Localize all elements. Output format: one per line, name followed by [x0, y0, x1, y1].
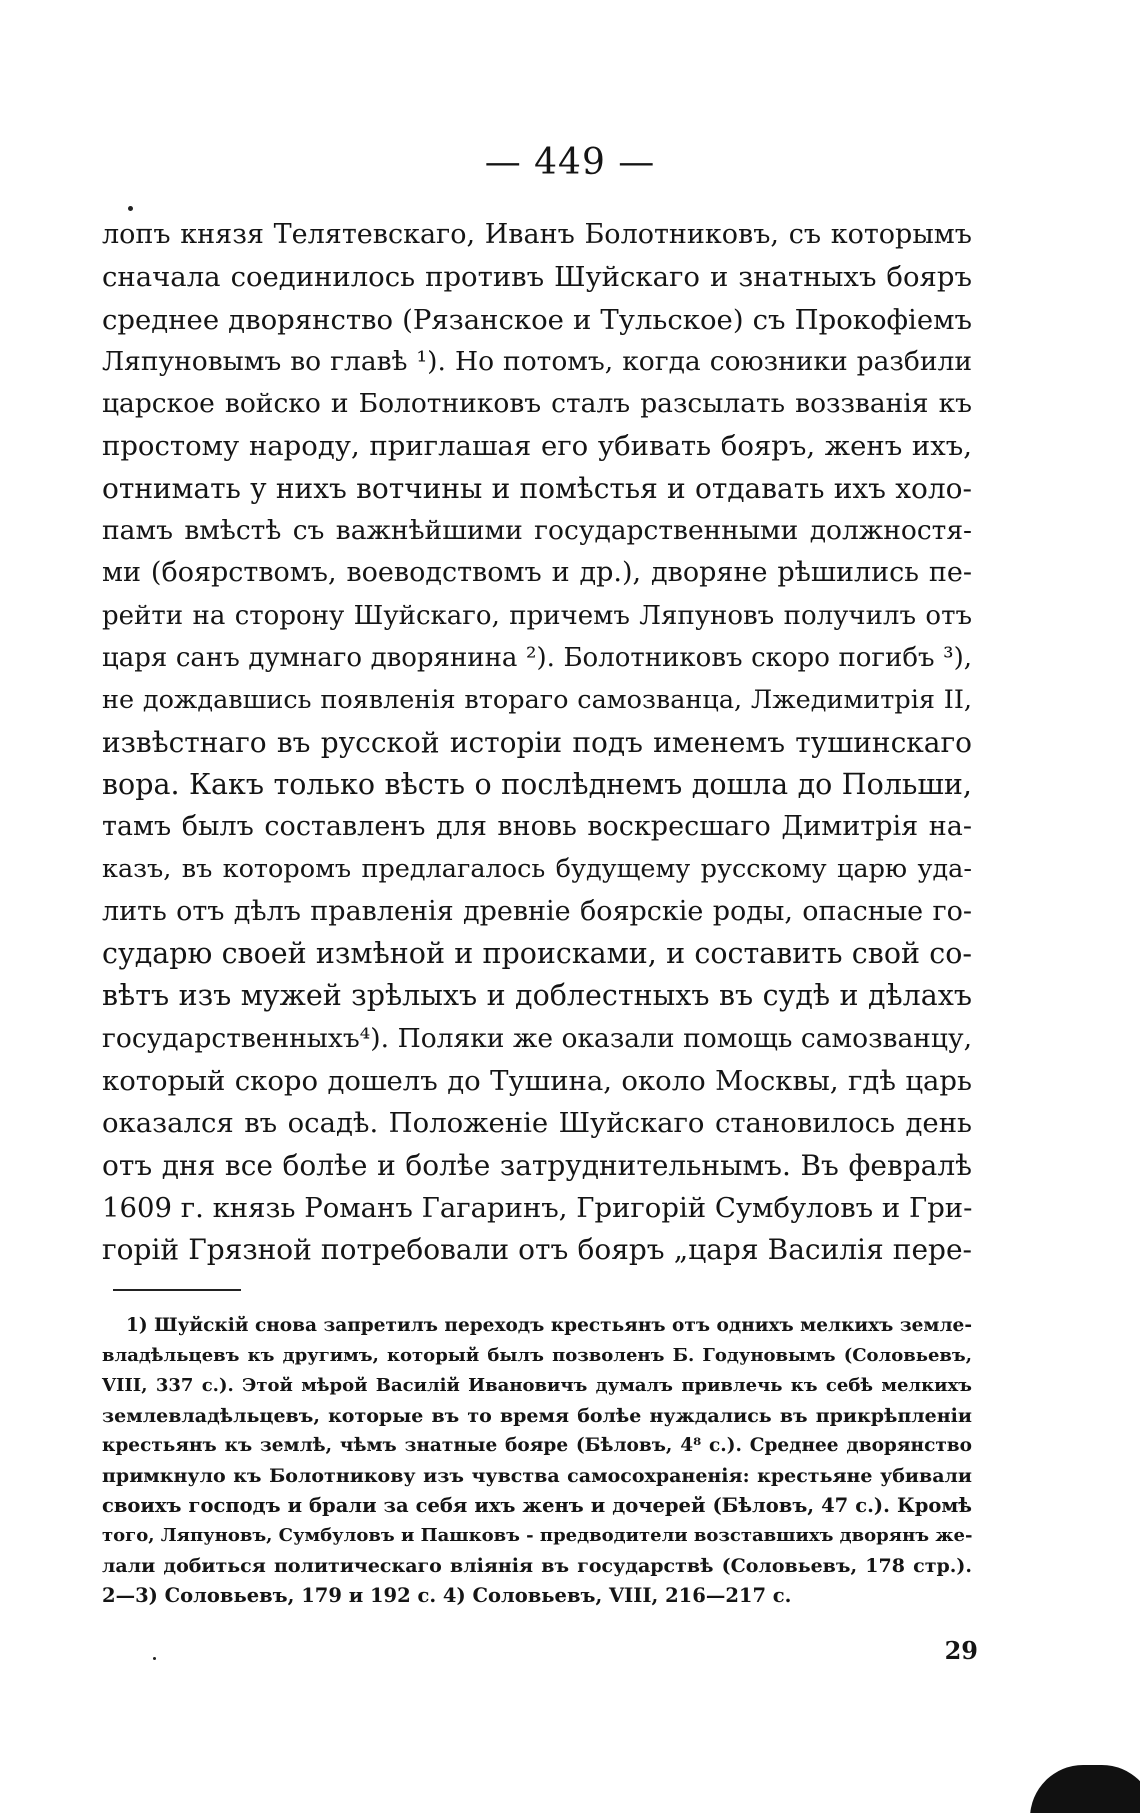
text-line: ми (боярствомъ, воеводствомъ и др.), дворяне рѣшились пе-	[102, 557, 972, 589]
text-line: не дождавшись появленія втораго самозванца, Лжедимитрія II,	[102, 685, 972, 716]
footnote-line: 2—3) Соловьевъ, 179 и 192 с. 4) Соловьевъ, VIII, 216—217 с.	[102, 1584, 792, 1607]
text-line: извѣстнаго въ русской исторіи подъ именемъ тушинскаго	[102, 725, 972, 759]
text-line: рейти на сторону Шуйскаго, причемъ Ляпуновъ получилъ отъ	[102, 600, 972, 631]
text-line: царя санъ думнаго дворянина ²). Болотниковъ скоро погибъ ³),	[102, 642, 972, 673]
text-line: царское войско и Болотниковъ сталъ разсылать воззванія къ	[102, 388, 972, 420]
text-line: вѣтъ изъ мужей зрѣлыхъ и доблестныхъ въ судѣ и дѣлахъ	[102, 979, 972, 1013]
text-line: отъ дня все болѣе и болѣе затруднительнымъ. Въ февралѣ	[102, 1148, 972, 1182]
ink-speck	[128, 206, 133, 211]
footnote-line: VIII, 337 с.). Этой мѣрой Василій Ивановичъ думалъ привлечь къ себѣ мелкихъ	[102, 1375, 972, 1396]
footnote-line: крестьянъ къ землѣ, чѣмъ знатные бояре (Бѣловъ, 4⁸ с.). Среднее дворянство	[102, 1435, 972, 1456]
text-line: среднее дворянство (Рязанское и Тульское) съ Прокофіемъ	[102, 303, 972, 336]
footnote-divider	[113, 1289, 241, 1291]
text-line: сначала соединилось противъ Шуйскаго и знатныхъ бояръ	[102, 261, 972, 294]
text-line: памъ вмѣстѣ съ важнѣйшими государственными должностя-	[102, 515, 972, 547]
footnote-line: того, Ляпуновъ, Сумбуловъ и Пашковъ - предводители возставшихъ дворянъ же-	[102, 1525, 973, 1546]
page-number: — 449 —	[484, 142, 656, 183]
footnote-line: 1) Шуйскій снова запретилъ переходъ крестьянъ отъ однихъ мелкихъ земле-	[126, 1315, 972, 1336]
text-line: отнимать у нихъ вотчины и помѣстья и отдавать ихъ холо-	[102, 471, 972, 505]
text-line: сударю своей измѣной и происками, и составить свой со-	[102, 937, 972, 971]
text-line: лить отъ дѣлъ правленія древніе боярскіе роды, опасные го-	[102, 895, 972, 927]
text-line: тамъ былъ составленъ для вновь воскресшаго Димитрія на-	[102, 811, 972, 843]
text-line: горій Грязной потребовали отъ бояръ „царя Василія пере-	[102, 1233, 972, 1267]
footnote-line: примкнуло къ Болотникову изъ чувства самосохраненія: крестьяне убивали	[102, 1465, 972, 1487]
footnote-line: лали добиться политическаго вліянія въ государствѣ (Соловьевъ, 178 стр.).	[102, 1555, 972, 1577]
ink-speck	[153, 1657, 156, 1660]
text-line: 1609 г. князь Романъ Гагаринъ, Григорій Сумбуловъ и Гри-	[102, 1191, 973, 1224]
footnote-line: владѣльцевъ къ другимъ, который былъ позволенъ Б. Годуновымъ (Соловьевъ,	[102, 1345, 972, 1366]
footnotes-block	[102, 1311, 972, 1611]
text-line: лопъ князя Телятевскаго, Иванъ Болотниковъ, съ которымъ	[102, 219, 972, 250]
text-line: простому народу, приглашая его убивать бояръ, женъ ихъ,	[102, 430, 972, 463]
text-line: вора. Какъ только вѣсть о послѣднемъ дошла до Польши,	[102, 767, 972, 801]
footnote-line: своихъ господъ и брали за себя ихъ женъ и дочерей (Бѣловъ, 47 с.). Кромѣ	[102, 1494, 972, 1517]
ink-blot	[1030, 1765, 1140, 1813]
text-line: казъ, въ которомъ предлагалось будущему русскому царю уда-	[102, 854, 972, 885]
text-line: оказался въ осадѣ. Положеніе Шуйскаго становилось день	[102, 1107, 972, 1140]
footnote-line: землевладѣльцевъ, которые въ то время болѣе нуждались въ прикрѣпленіи	[102, 1405, 972, 1427]
signature-mark: 29	[944, 1636, 978, 1665]
text-line: который скоро дошелъ до Тушина, около Москвы, гдѣ царь	[102, 1064, 972, 1097]
main-text-block	[102, 214, 972, 1271]
text-line: государственныхъ⁴). Поляки же оказали помощь самозванцу,	[102, 1022, 972, 1054]
text-line: Ляпуновымъ во главѣ ¹). Но потомъ, когда союзники разбили	[102, 345, 972, 377]
